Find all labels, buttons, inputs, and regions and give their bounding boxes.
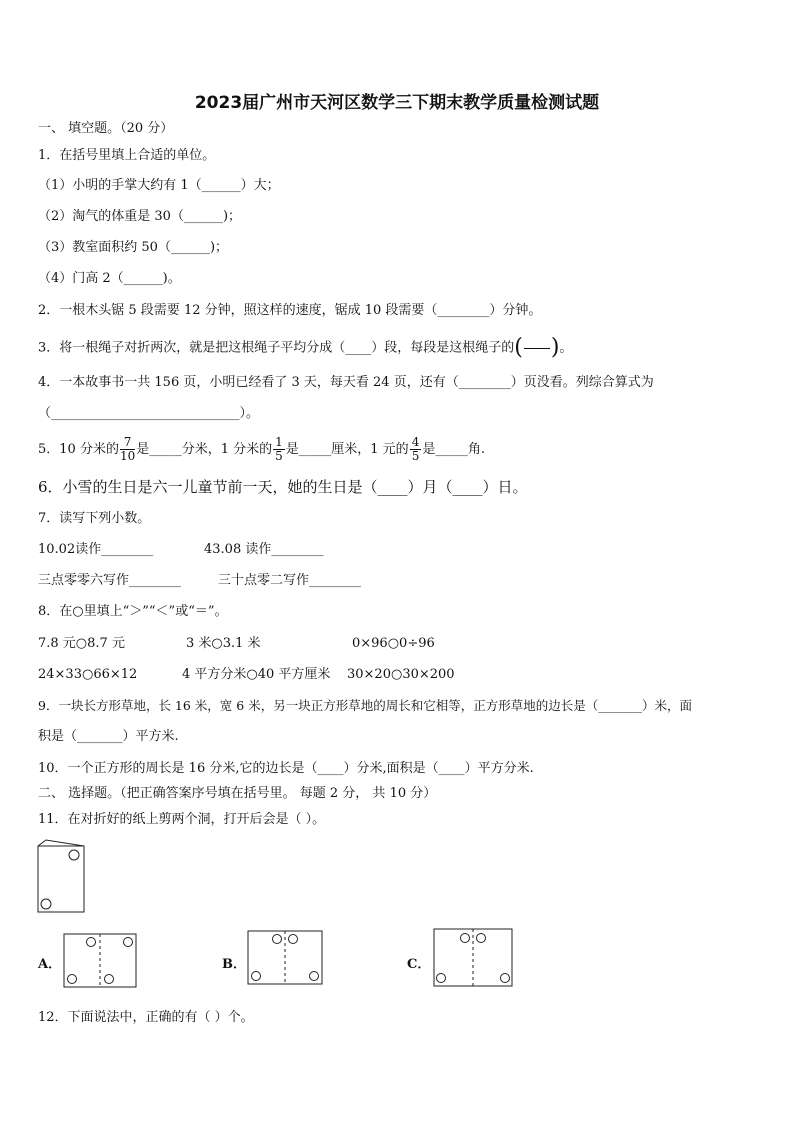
q1-item-2: （2）淘气的体重是 30（______)； [38, 209, 242, 224]
q5-part-2: 是_____分米，1 分米的 [136, 442, 273, 457]
q2: 2．一根木头锯 5 段需要 12 分钟，照这样的速度，锯成 10 段需要（________）分钟。 [38, 303, 542, 318]
q3-end: 。 [559, 340, 573, 356]
fraction-3 [410, 436, 422, 463]
q5-part-4: 是_____角. [422, 442, 485, 457]
section-2-heading: 二、 选择题。（把正确答案序号填在括号里。 每题 2 分， 共 10 分） [38, 786, 437, 801]
fraction-1-numerator: 7 [120, 436, 135, 450]
q8-r1-a: 7.8 元○8.7 元 [38, 636, 125, 651]
q4-line-1: 4．一本故事书一共 156 页，小明已经看了 3 天，每天看 24 页，还有（________）页没看。列综合算式为 [38, 375, 654, 390]
q8-r2-a: 24×33○66×12 [38, 667, 138, 682]
q1-item-4: （4）门高 2（______)。 [38, 271, 181, 286]
q3-text: 3．将一根绳子对折两次，就是把这根绳子平均分成（____）段，每段是这根绳子的 [38, 340, 515, 356]
page-title: 2023届广州市天河区数学三下期末教学质量检测试题 [194, 93, 600, 113]
q1-stem: 1．在括号里填上合适的单位。 [38, 148, 216, 163]
fraction-1 [120, 436, 135, 463]
q7-d: 三十点零二写作________ [218, 573, 362, 588]
q10: 10．一个正方形的周长是 16 分米,它的边长是（____）分米,面积是（____）平方分米. [38, 761, 534, 776]
q8-r2-c: 30×20○30×200 [347, 667, 455, 682]
fraction-2 [273, 436, 285, 463]
q9-line-1: 9．一块长方形草地，长 16 米，宽 6 米，另一块正方形草地的周长和它相等，正方形草地的边长是（_______）米，面 [38, 698, 692, 713]
q6: 6．小雪的生日是六一儿童节前一天，她的生日是（____）月（____）日。 [38, 478, 528, 496]
q8-r1-b: 3 米○3.1 米 [186, 636, 261, 651]
q9-line-2: 积是（_______）平方米. [38, 729, 179, 744]
q12-stem: 12．下面说法中，正确的有（ ）个。 [38, 1010, 254, 1025]
option-c-figure[interactable] [433, 928, 513, 988]
q1-item-1: （1）小明的手掌大约有 1（______）大； [38, 178, 280, 193]
q8-r1-c: 0×96○0÷96 [352, 636, 435, 651]
option-a-label: A． [38, 957, 62, 972]
q3 [38, 337, 572, 359]
fraction-1-denominator: 10 [119, 449, 136, 463]
fraction-3-numerator: 4 [411, 435, 420, 449]
fraction-3-denominator: 5 [411, 449, 420, 463]
option-b-label: B． [222, 957, 246, 972]
blank-fraction-icon: ( ) [514, 335, 560, 360]
section-1-heading: 一、 填空题。（20 分） [38, 121, 174, 136]
q8-r2-b: 4 平方分米○40 平方厘米 [182, 667, 331, 682]
option-b-figure[interactable] [247, 930, 323, 986]
folded-paper-figure [36, 838, 88, 914]
q11-stem: 11．在对折好的纸上剪两个洞，打开后会是（ ）。 [38, 812, 326, 827]
q7-stem: 7．读写下列小数。 [38, 511, 151, 526]
fraction-2-denominator: 5 [275, 449, 283, 463]
q7-b: 43.08 读作________ [204, 542, 324, 557]
option-a-figure[interactable] [63, 933, 137, 989]
q8-stem: 8．在○里填上“＞”“＜”或“＝”。 [38, 604, 228, 619]
q4-line-2: （_____________________________）。 [38, 406, 260, 421]
q5 [38, 433, 485, 467]
q1-item-3: （3）教室面积约 50（______)； [38, 240, 229, 255]
fraction-2-numerator: 1 [275, 435, 283, 449]
option-c-label: C． [407, 957, 431, 972]
q7-a: 10.02读作________ [38, 542, 154, 557]
q7-c: 三点零零六写作________ [38, 573, 182, 588]
q5-part-1: 5．10 分米的 [38, 442, 119, 457]
q5-part-3: 是_____厘米，1 元的 [285, 442, 409, 457]
